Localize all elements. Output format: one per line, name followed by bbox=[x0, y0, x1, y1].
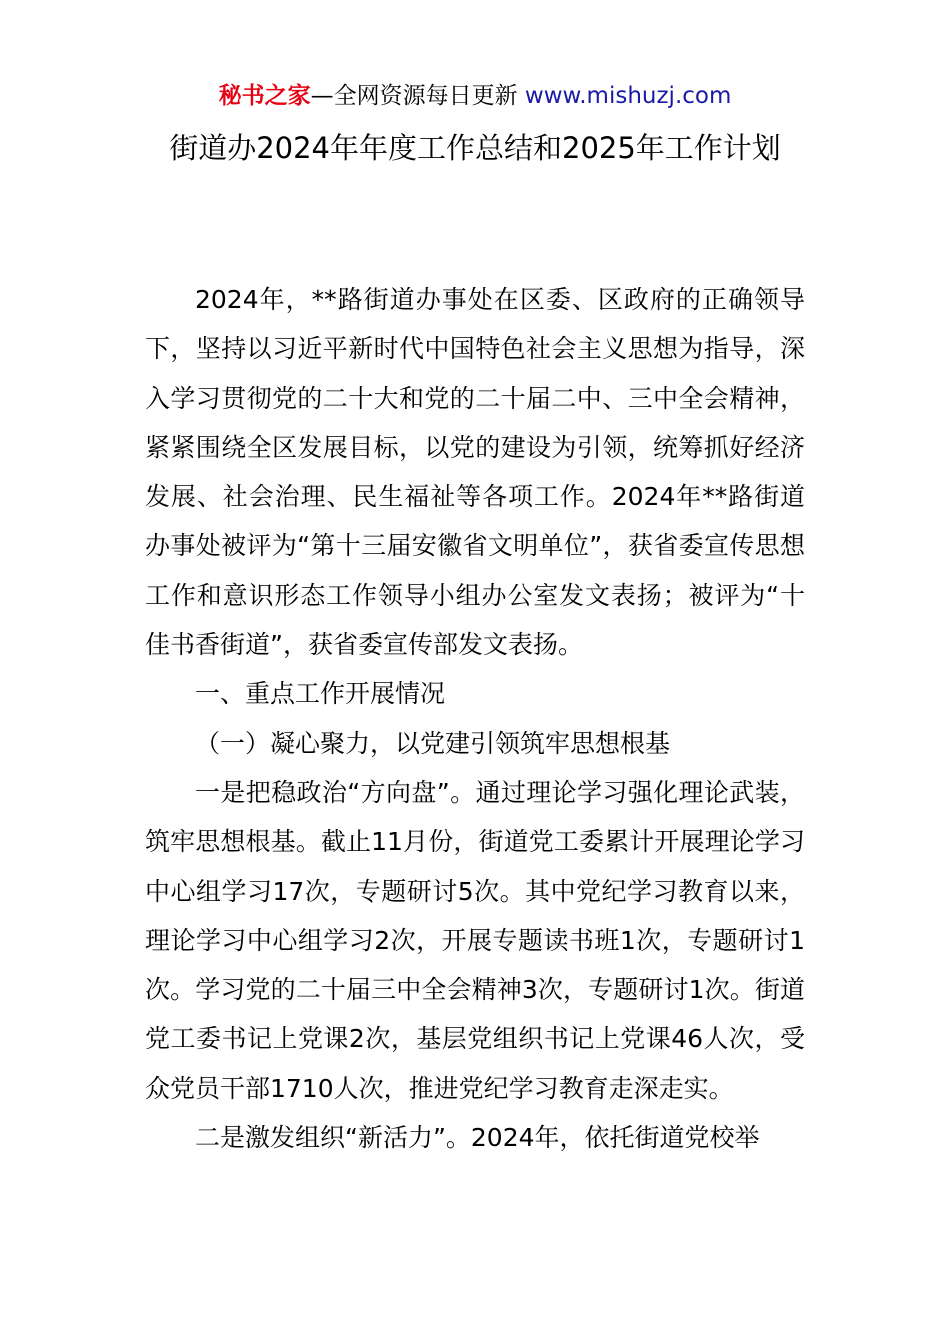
paragraph-intro: 2024年，**路街道办事处在区委、区政府的正确领导下，坚持以习近平新时代中国特色社会主义思想为指导，深入学习贯彻党的二十大和党的二十届二中、三中全会精神，紧紧围绕全区发展目标，以党的建设为引领，统筹抓好经济发展、社会治理、民生福祉等各项工作。2024年**路街道办事处被评为“第十三届安徽省文明单位”，获省委宣传思想工作和意识形态工作领导小组办公室发文表扬；被评为“十佳书香街道”，获省委宣传部发文表扬。 bbox=[145, 285, 806, 660]
section-heading: 一、重点工作开展情况 bbox=[195, 679, 446, 709]
site-header bbox=[0, 80, 950, 112]
subsection-heading: （一）凝心聚力，以党建引领筑牢思想根基 bbox=[195, 728, 671, 758]
site-brand: 秘书之家 bbox=[218, 83, 311, 109]
site-tagline: —全网资源每日更新 bbox=[310, 83, 525, 109]
site-url[interactable]: www.mishuzj.com bbox=[524, 83, 732, 109]
document-title: 街道办2024年年度工作总结和2025年工作计划 bbox=[169, 131, 781, 165]
paragraph-point-one: 一是把稳政治“方向盘”。通过理论学习强化理论武装，筑牢思想根基。截止11月份，街道党工委累计开展理论学习中心组学习17次，专题研讨5次。其中党纪学习教育以来，理论学习中心组学习2次，开展专题读书班1次，专题研讨1次。学习党的二十届三中全会精神3次，专题研讨1次。街道党工委书记上党课2次，基层党组织书记上党课46人次，受众党员干部1710人次，推进党纪学习教育走深走实。 bbox=[145, 777, 805, 1103]
document-body bbox=[145, 275, 805, 1162]
paragraph-point-two: 二是激发组织“新活力”。2024年，依托街道党校举 bbox=[195, 1123, 760, 1153]
